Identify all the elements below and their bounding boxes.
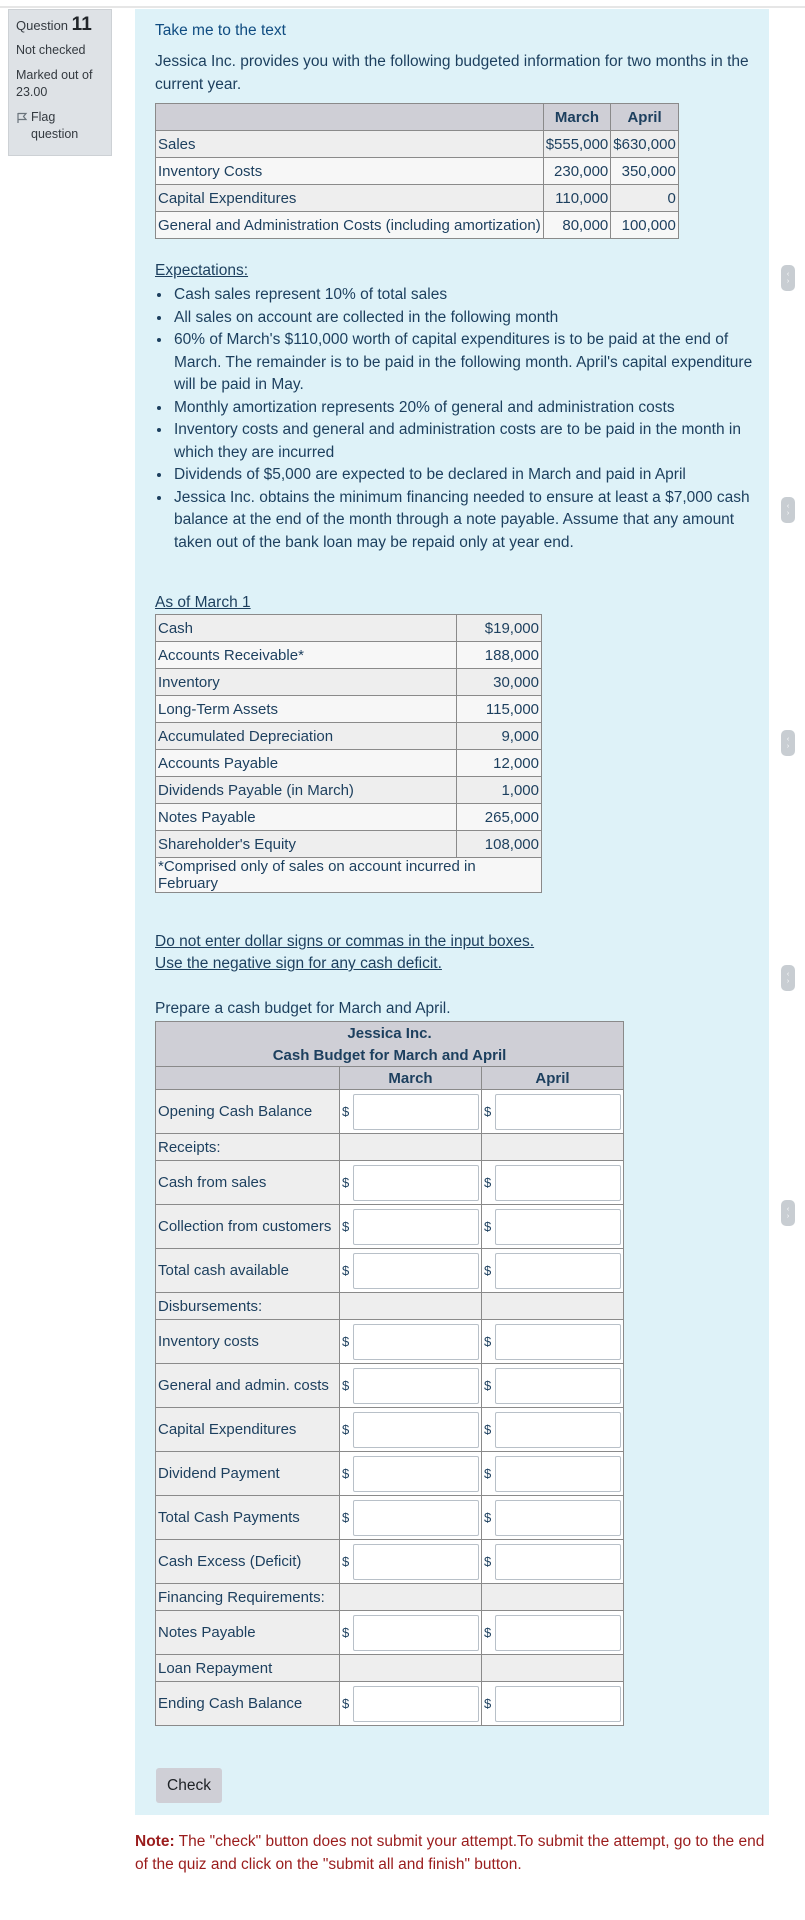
amount-input-april[interactable] — [495, 1615, 621, 1651]
list-item: • Inventory costs and general and administration costs are to be paid in the month in which they are incurred — [172, 419, 762, 464]
cash-budget-header-march: March — [340, 1067, 482, 1090]
cash-budget-row — [156, 1408, 624, 1452]
budget-header-april: April — [611, 104, 679, 131]
table-row — [156, 858, 542, 893]
cash-budget-row — [156, 1452, 624, 1496]
currency-symbol: $ — [484, 1219, 492, 1234]
cash-budget-row-label: Ending Cash Balance — [156, 1682, 340, 1726]
budget-row — [156, 158, 679, 185]
currency-symbol: $ — [342, 1175, 350, 1190]
budget-row-april: $630,000 — [611, 131, 679, 158]
cash-budget-row-label: Total cash available — [156, 1249, 340, 1293]
currency-symbol: $ — [342, 1466, 350, 1481]
amount-input-april[interactable] — [495, 1686, 621, 1722]
currency-symbol: $ — [484, 1625, 492, 1640]
cash-budget-row — [156, 1293, 624, 1320]
cash-budget-row-label: Opening Cash Balance — [156, 1090, 340, 1134]
cash-budget-table — [155, 1021, 624, 1726]
currency-symbol: $ — [484, 1422, 492, 1437]
currency-symbol: $ — [342, 1263, 350, 1278]
currency-symbol: $ — [342, 1334, 350, 1349]
budget-table — [155, 103, 679, 239]
list-item: • Jessica Inc. obtains the minimum financing needed to ensure at least a $7,000 cash balance at the end of the month through a note payable. Assume that any amount taken out of the bank loan may be repaid only at year end. — [172, 487, 762, 555]
note-body: The "check" button does not submit your attempt.To submit the attempt, go to the end of the quiz and click on the "submit all and finish" button. — [135, 1833, 765, 1873]
currency-symbol: $ — [342, 1696, 350, 1711]
cash-budget-cell-april — [482, 1655, 624, 1682]
take-me-to-text-link[interactable]: Take me to the text — [155, 22, 286, 39]
cash-budget-cell-march — [340, 1090, 482, 1134]
cash-budget-row-label: Disbursements: — [156, 1293, 340, 1320]
amount-input-april[interactable] — [495, 1094, 621, 1130]
table-row — [156, 804, 542, 831]
list-item: • All sales on account are collected in the following month — [172, 307, 762, 330]
table-row — [156, 777, 542, 804]
cash-budget-row-label: Capital Expenditures — [156, 1408, 340, 1452]
amount-input-march[interactable] — [353, 1165, 479, 1201]
cash-budget-row-label: Financing Requirements: — [156, 1584, 340, 1611]
cash-budget-cell-april — [482, 1364, 624, 1408]
amount-input-april[interactable] — [495, 1500, 621, 1536]
list-item: • 60% of March's $110,000 worth of capital expenditures is to be paid at the end of March. The remainder is to be paid in the following month. April's capital expenditure will be paid in May. — [172, 329, 762, 397]
table-row — [156, 642, 542, 669]
cash-budget-cell-march — [340, 1134, 482, 1161]
balance-value: 1,000 — [457, 777, 542, 804]
cash-budget-cell-march — [340, 1655, 482, 1682]
cash-budget-title: Cash Budget for March and April — [156, 1044, 624, 1067]
amount-input-april[interactable] — [495, 1209, 621, 1245]
question-info — [8, 9, 112, 156]
budget-row-april: 0 — [611, 185, 679, 212]
amount-input-march[interactable] — [353, 1209, 479, 1245]
balance-value: 115,000 — [457, 696, 542, 723]
currency-symbol: $ — [342, 1378, 350, 1393]
cash-budget-cell-april — [482, 1540, 624, 1584]
as-of-title: As of March 1 — [155, 594, 251, 611]
table-row — [156, 750, 542, 777]
top-divider — [0, 6, 805, 8]
amount-input-march[interactable] — [353, 1544, 479, 1580]
budget-row-march: 80,000 — [543, 212, 611, 239]
amount-input-april[interactable] — [495, 1253, 621, 1289]
cash-budget-company: Jessica Inc. — [156, 1022, 624, 1045]
cash-budget-cell-march — [340, 1452, 482, 1496]
balance-label: Notes Payable — [156, 804, 457, 831]
flag-question-button[interactable]: Flag question — [16, 109, 104, 143]
cash-budget-cell-april — [482, 1134, 624, 1161]
table-row — [156, 831, 542, 858]
amount-input-march[interactable] — [353, 1094, 479, 1130]
cash-budget-cell-march — [340, 1682, 482, 1726]
amount-input-april[interactable] — [495, 1368, 621, 1404]
cash-budget-cell-april — [482, 1408, 624, 1452]
cash-budget-row-label: Receipts: — [156, 1134, 340, 1161]
currency-symbol: $ — [342, 1104, 350, 1119]
cash-budget-cell-april — [482, 1320, 624, 1364]
cash-budget-row — [156, 1161, 624, 1205]
budget-row-march: 110,000 — [543, 185, 611, 212]
currency-symbol: $ — [484, 1510, 492, 1525]
currency-symbol: $ — [484, 1263, 492, 1278]
amount-input-march[interactable] — [353, 1456, 479, 1492]
cash-budget-row — [156, 1496, 624, 1540]
scroll-handle[interactable]: ‹ › — [781, 965, 795, 991]
table-row — [156, 615, 542, 642]
cash-budget-cell-march — [340, 1320, 482, 1364]
currency-symbol: $ — [484, 1104, 492, 1119]
cash-budget-row — [156, 1249, 624, 1293]
cash-budget-row — [156, 1655, 624, 1682]
budget-row-march: $555,000 — [543, 131, 611, 158]
check-button[interactable]: Check — [156, 1768, 222, 1803]
cash-budget-cell-april — [482, 1682, 624, 1726]
balance-value: 9,000 — [457, 723, 542, 750]
cash-budget-row — [156, 1320, 624, 1364]
balance-footnote: *Comprised only of sales on account incurred in February — [156, 858, 542, 893]
cash-budget-cell-march — [340, 1364, 482, 1408]
currency-symbol: $ — [342, 1625, 350, 1640]
currency-symbol: $ — [484, 1466, 492, 1481]
amount-input-march[interactable] — [353, 1615, 479, 1651]
cash-budget-cell-april — [482, 1161, 624, 1205]
cash-budget-cell-march — [340, 1408, 482, 1452]
cash-budget-row — [156, 1611, 624, 1655]
amount-input-march[interactable] — [353, 1500, 479, 1536]
cash-budget-cell-march — [340, 1496, 482, 1540]
currency-symbol: $ — [484, 1378, 492, 1393]
cash-budget-cell-march — [340, 1161, 482, 1205]
cash-budget-cell-march — [340, 1293, 482, 1320]
cash-budget-cell-april — [482, 1249, 624, 1293]
cash-budget-header-blank — [156, 1067, 340, 1090]
cash-budget-row — [156, 1364, 624, 1408]
cash-budget-cell-april — [482, 1452, 624, 1496]
balance-label: Accounts Payable — [156, 750, 457, 777]
table-row — [156, 669, 542, 696]
budget-row-label: General and Administration Costs (including amortization) — [156, 212, 544, 239]
scroll-handle[interactable]: ‹ › — [781, 730, 795, 756]
balance-table — [155, 614, 542, 893]
budget-row — [156, 131, 679, 158]
balance-label: Inventory — [156, 669, 457, 696]
amount-input-april[interactable] — [495, 1412, 621, 1448]
cash-budget-cell-march — [340, 1249, 482, 1293]
question-marks: Marked out of 23.00 — [16, 68, 93, 99]
cash-budget-row — [156, 1090, 624, 1134]
amount-input-april[interactable] — [495, 1544, 621, 1580]
cash-budget-row — [156, 1205, 624, 1249]
expectations-title: Expectations: — [155, 262, 249, 279]
cash-budget-row-label: Inventory costs — [156, 1320, 340, 1364]
instruction-no-dollar: Do not enter dollar signs or commas in the input boxes. — [155, 933, 535, 950]
balance-label: Cash — [156, 615, 457, 642]
balance-label: Dividends Payable (in March) — [156, 777, 457, 804]
cash-budget-row-label: Total Cash Payments — [156, 1496, 340, 1540]
currency-symbol: $ — [484, 1175, 492, 1190]
cash-budget-row-label: Cash from sales — [156, 1161, 340, 1205]
cash-budget-row — [156, 1584, 624, 1611]
cash-budget-row — [156, 1134, 624, 1161]
balance-label: Accounts Receivable* — [156, 642, 457, 669]
amount-input-march[interactable] — [353, 1686, 479, 1722]
currency-symbol: $ — [342, 1422, 350, 1437]
cash-budget-row — [156, 1682, 624, 1726]
currency-symbol: $ — [342, 1554, 350, 1569]
prepare-instruction: Prepare a cash budget for March and April. — [155, 1000, 451, 1017]
scroll-handle[interactable]: ‹ › — [781, 1200, 795, 1226]
budget-row-april: 350,000 — [611, 158, 679, 185]
budget-header-blank — [156, 104, 544, 131]
cash-budget-row-label: Notes Payable — [156, 1611, 340, 1655]
cash-budget-cell-april — [482, 1090, 624, 1134]
balance-label: Shareholder's Equity — [156, 831, 457, 858]
amount-input-april[interactable] — [495, 1324, 621, 1360]
amount-input-april[interactable] — [495, 1456, 621, 1492]
cash-budget-cell-march — [340, 1540, 482, 1584]
balance-value: 108,000 — [457, 831, 542, 858]
cash-budget-cell-april — [482, 1611, 624, 1655]
cash-budget-cell-april — [482, 1584, 624, 1611]
amount-input-march[interactable] — [353, 1253, 479, 1289]
currency-symbol: $ — [484, 1554, 492, 1569]
currency-symbol: $ — [484, 1696, 492, 1711]
currency-symbol: $ — [342, 1510, 350, 1525]
amount-input-march[interactable] — [353, 1412, 479, 1448]
cash-budget-cell-march — [340, 1611, 482, 1655]
balance-value: $19,000 — [457, 615, 542, 642]
scroll-handle[interactable]: ‹ › — [781, 497, 795, 523]
budget-row-march: 230,000 — [543, 158, 611, 185]
list-item: • Dividends of $5,000 are expected to be declared in March and paid in April — [172, 464, 762, 487]
cash-budget-row-label: General and admin. costs — [156, 1364, 340, 1408]
intro-text: Jessica Inc. provides you with the following budgeted information for two months in the current year. — [155, 53, 749, 93]
cash-budget-cell-march — [340, 1205, 482, 1249]
budget-row-label: Sales — [156, 131, 544, 158]
currency-symbol: $ — [484, 1334, 492, 1349]
amount-input-march[interactable] — [353, 1324, 479, 1360]
balance-label: Long-Term Assets — [156, 696, 457, 723]
flag-icon — [16, 112, 28, 124]
budget-row-april: 100,000 — [611, 212, 679, 239]
balance-value: 12,000 — [457, 750, 542, 777]
cash-budget-cell-march — [340, 1584, 482, 1611]
cash-budget-cell-april — [482, 1496, 624, 1540]
expectations-list — [155, 284, 762, 554]
balance-label: Accumulated Depreciation — [156, 723, 457, 750]
cash-budget-row-label: Collection from customers — [156, 1205, 340, 1249]
cash-budget-cell-april — [482, 1293, 624, 1320]
cash-budget-header-april: April — [482, 1067, 624, 1090]
question-status: Not checked — [16, 43, 86, 57]
budget-row — [156, 185, 679, 212]
scroll-handle[interactable]: ‹ › — [781, 265, 795, 291]
cash-budget-row — [156, 1540, 624, 1584]
amount-input-april[interactable] — [495, 1165, 621, 1201]
note-text — [135, 1830, 775, 1876]
cash-budget-row-label: Cash Excess (Deficit) — [156, 1540, 340, 1584]
note-label: Note: — [135, 1833, 175, 1850]
cash-budget-row-label: Dividend Payment — [156, 1452, 340, 1496]
amount-input-march[interactable] — [353, 1368, 479, 1404]
currency-symbol: $ — [342, 1219, 350, 1234]
cash-budget-row-label: Loan Repayment — [156, 1655, 340, 1682]
budget-row-label: Inventory Costs — [156, 158, 544, 185]
list-item: • Cash sales represent 10% of total sales — [172, 284, 762, 307]
budget-row-label: Capital Expenditures — [156, 185, 544, 212]
budget-row — [156, 212, 679, 239]
cash-budget-cell-april — [482, 1205, 624, 1249]
question-number: Question 11 — [16, 14, 92, 35]
balance-value: 265,000 — [457, 804, 542, 831]
balance-value: 30,000 — [457, 669, 542, 696]
table-row — [156, 696, 542, 723]
budget-header-march: March — [543, 104, 611, 131]
list-item: • Monthly amortization represents 20% of general and administration costs — [172, 397, 762, 420]
instruction-negative-sign: Use the negative sign for any cash deficit. — [155, 955, 442, 972]
balance-value: 188,000 — [457, 642, 542, 669]
table-row — [156, 723, 542, 750]
